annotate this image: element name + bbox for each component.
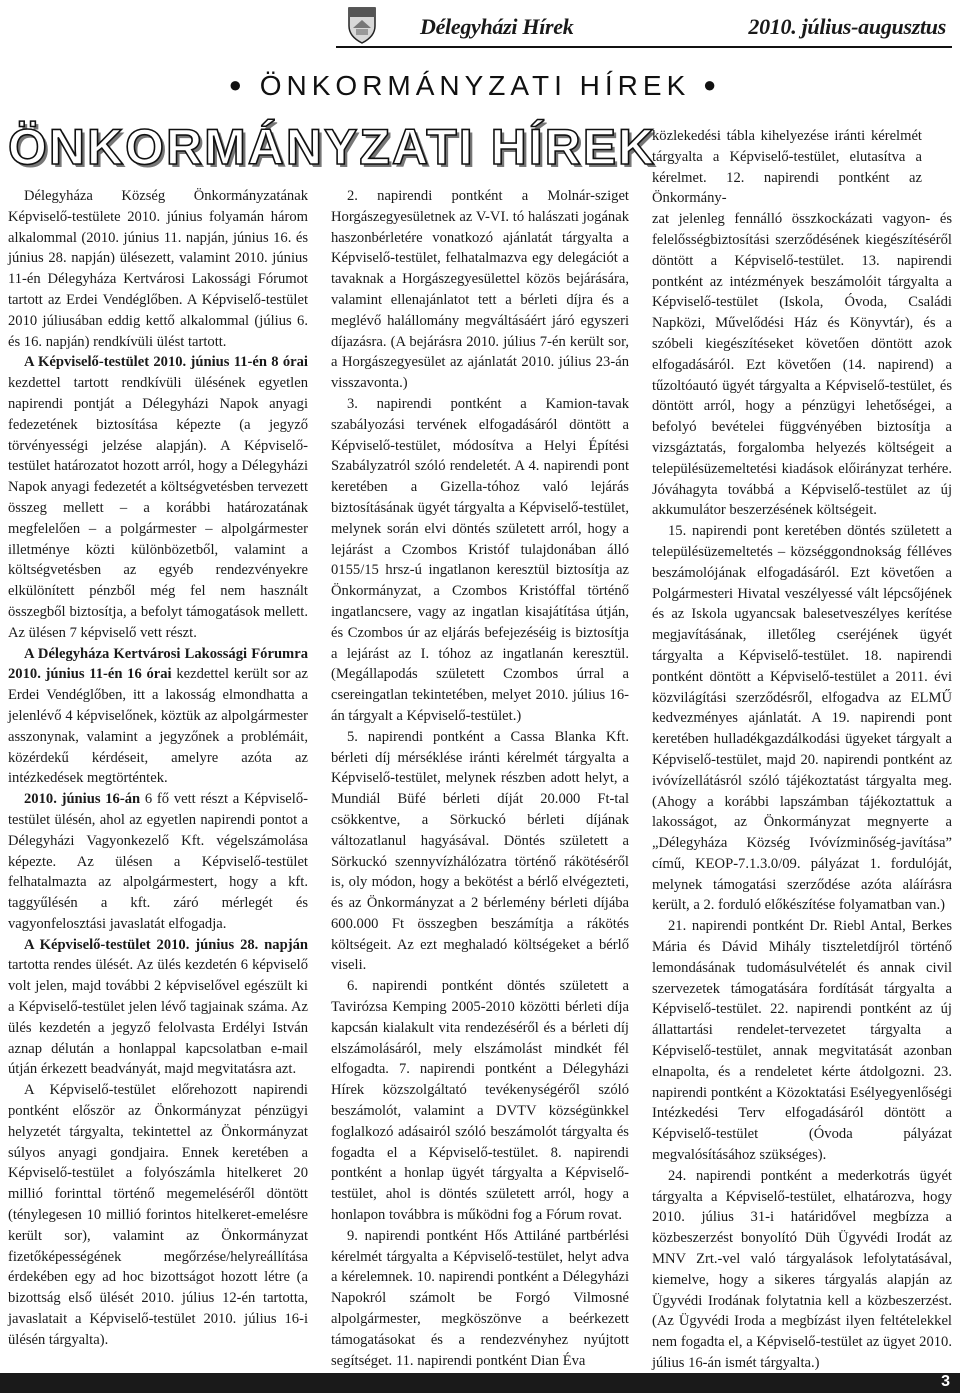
paragraph-lead: A Képviselő-testület 2010. június 28. napján: [24, 936, 308, 953]
paragraph: 24. napirendi pontként a mederkotrás ügyét tárgyalta a Képviselő-testület, elhatározva, hogy 2010. július 31-i határidővel megbízza a közbeszerzést bonyolító Düh Ügyvédi Irodát az MNV Zrt.-vel való tárgyalások lefolytatásával, kiemelve, hogy a sikeres tárgyalás alapján az Ügyvédi Irodának folytatnia kell a közbeszerzést. (Az Ügyvédi Iroda a megbízást ilyen feltételekkel nem fogadta el, a Képviselő-testület az ügyet 2010. július 16-án ismét tárgyalta.): [652, 1167, 952, 1372]
paragraph: 21. napirendi pontként Dr. Riebl Antal, Berkes Mária és Dávid Mihály tiszteletdíjról történő lemondásának tudomásulvételét és annak civil szervezetek támogatására fordítását tárgyalta a Képviselő-testület. 22. napirendi pontként az új állattartási rendelet-tervezetet tárgyalta a Képviselő-testület, annak megvitatását azonban elnapolta, és a rendeletet kérte átdolgozni. 23. napirendi pontként a Közoktatási Esélyegyenlőségi Intézkedési Terv elfogadásáról döntött a Képviselő-testület (Óvoda pályázat megvalósításához szükséges).: [652, 918, 952, 1164]
bullet-icon: ●: [228, 72, 247, 97]
paragraph-body: kezdettel került sor az Erdei Vendéglőben, itt a lakosság elmondhatta a jelenlévő 4 képviselőnek, köztük az alpolgármester asszonynak, valamint a jegyzőnek a problémáit, közérdekű kérdéseit, amelyre azóta az intézkedések megtörténtek.: [8, 666, 308, 787]
paragraph-body: kezdettel tartott rendkívüli ülésének egyetlen napirendi pontját a Délegyházi Napok anyagi fedezetének biztosítása képezte (a jegyző törvényességi jelzése alapján). A Képviselő-testület határozatot hozott arról, hogy a Délegyházi Napok anyagi fedezetét a költségvetésben tervezett összeg mellett – a korábbi határozatának megfelelően – a polgármester – alpolgármester illetménye közti különbözetből, valamint a költségvetésben az egyéb rendezvényekre elkülönített pénzből még fel nem használt összegből biztosítja, a befolyt támogatások mellett. Az ülésen 7 képviselő vett részt.: [8, 375, 308, 641]
paragraph-body: 6 fő vett részt a Képviselő-testület ülésén, ahol az egyetlen napirendi pontot a Délegyházi Vagyonkezelő Kft. végelszámolása képezte. Az ülésen a Képviselő-testület felhatalmazta az alpolgármestert, hogy a kft. taggyűlésén a kft. záró mérlegét és vagyonfelosztási javaslatát elfogadja.: [8, 791, 308, 932]
section-banner: [215, 70, 735, 102]
paragraph-lead: 2010. június 16-án: [24, 791, 141, 808]
paragraph-lead: A Délegyháza Kertvárosi Lakossági Fórumra 2010. június 11-én 16 órai: [8, 645, 308, 683]
paragraph-body: tartotta rendes ülését. Az ülés kezdetén 6 képviselő volt jelen, majd további 2 képviselővel egészült ki a Képviselő-testület jelen lévő tagjainak száma. Az ülés kezdetén a jegyző felolvasta Erdélyi István aznap délután a honlappal kapcsolatban e-mail útján érkezett beadványát, majd megvitatásra azt.: [8, 957, 308, 1078]
paragraph: [8, 644, 308, 790]
column-3: [652, 126, 952, 1374]
paragraph-lead: A Képviselő-testület 2010. június 11-én 8 órai: [24, 354, 308, 371]
bullet-icon: ●: [703, 72, 722, 97]
paragraph: [8, 935, 308, 1081]
footer-bar: [0, 1373, 960, 1393]
paragraph: [8, 352, 308, 643]
page-number: 3: [941, 1373, 950, 1390]
column-2: [331, 186, 629, 1371]
paragraph: 5. napirendi pontként a Cassa Blanka Kft. bérleti díj mérséklése iránti kérelmét tárgyalta a Képviselő-testület, melynek részben adott helyt, a Mundiál Büfé bérleti díját 20.000 Ft-tal csökkentve, a Sörkuckó bérleti díjának változatlanul hagyásával. Döntés született a Sörkuckó szennyvízhálózatra történő rákötéséről is, oly módon, hogy a bekötést a bérlő elvégezteti, és az Önkormányzat a 2 bérlemény bérleti díjába 600.000 Ft összegben beszámítja a rákötés költségeit. Az ezt meghaladó költségeket a bérlő viseli.: [331, 728, 629, 974]
paragraph: 15. napirendi pont keretében döntés született a településüzemeltetés – községgondnokság félléves beszámolójának elfogadásáról. Ezt követően a Polgármesteri Hivatal veszélyessé vált lépcsőjének és az Iskola ugyancsak balesetveszélyes kerítése megjavításának, illetőleg cseréjének ügyét tárgyalta a Képviselő-testület. 18. napirendi pontként döntött a Képviselő-testület a 2011. évi közvilágítási szerződésről, elfogadva az ELMŰ kedvezményes ajánlatát. A 19. napirendi pont keretében hulladékgazdálkodási ügyeket tárgyalt a Képviselő-testület, majd 20. napirendi pontként az ivóvízellátásról szóló tájékoztatást tárgyalta meg. (Ahogy a korábbi lapszámban tájékoztattuk a lakosságot, az Önkormányzat megnyerte a „Délegyháza Község Ivóvízminőség-javítása” című, KEOP-7.1.3.0/09. pályázat 1. fordulóját, melynek támogatási szerződése azóta aláírásra került, a 2. forduló előkészítése folyamatban van.): [652, 523, 952, 914]
publication-name: Délegyházi Hírek: [420, 14, 574, 39]
coat-of-arms-icon: [347, 4, 377, 44]
paragraph: közlekedési tábla kihelyezése iránti kérelmét tárgyalta a Képviselő-testület, elutasítva a kérelmet. 12. napirendi pontként az Önkormány-: [652, 128, 922, 207]
paragraph: [8, 789, 308, 935]
paragraph: 2. napirendi pontként a Molnár-sziget Horgászegyesületnek az V-VI. tó halászati jogának haszonbérletére vonatkozó ajánlatát tárgyalta a Képviselő-testület, felhatalmazva egy delegációt a tavaknak a Horgászegyesülettel közös bejárására, valamint ellenajánlatot tett a bérleti díjra és a meglévő halállomány megváltásáért járó egyszeri díjazásra. (A bejárásra 2010. július 7-én került sor, a Horgászegyesület az ajánlatát 2010. július 23-án visszavonta.): [331, 188, 629, 392]
paragraph: 9. napirendi pontként Hős Attiláné partbérlési kérelmét tárgyalta a Képviselő-testület, helyt adva a kérelemnek. 10. napirendi pontként a Délegyházi Napokról számolt be Forgó Vilmosné alpolgármester, megköszönve a beérkezett támogatásokat és a rendezvényhez nyújtott segítséget. 11. napirendi pontként Dian Éva: [331, 1227, 629, 1369]
paragraph: zat jelenleg fennálló összkockázati vagyon- és felelősségbiztosítási szerződésének kiegészítéséről döntött a Képviselő-testület. 13. napirendi pontként az intézmények beszámolóit tárgyalta a Képviselő-testület (Iskola, Óvoda, Családi Napközi, Művelődési Ház és Könyvtár), és a szóbeli kiegészítéseket követően döntött azok elfogadásáról. Ezt követően (14. napirend) a tűzoltóautó ügyét tárgyalta a Képviselő-testület, és döntött arról, hogy a pénzügyi lehetőségei, a befolyó bevételei függvényében biztosítja a vizsgáztatás, forgalomba helyezés költségeit a településüzemeltetési kiadások előirányzat terhére. Jóváhagyta továbbá a Képviselő-testület az új akkumulátor beszerzésének költségeit.: [652, 211, 952, 519]
column-1: [8, 186, 308, 1351]
paragraph: 3. napirendi pontként a Kamion-tavak szabályozási tervének elfogadásáról döntött a Képviselő-testület, módosítva a Helyi Építési Szabályzatról szóló rendeletét. A 4. napirendi pont keretében a Gizella-tóhoz való lejárás biztosításának ügyét tárgyalta a Képviselő-testület, melynek során elvi döntés született arról, hogy a lejárást a Czombos Kristóf tulajdonában álló 0155/15 hrsz-ú ingatlanon keresztül biztosítja az Önkormányzat, a Czombos Kristóffal történő ingatlancsere, vagy az ingatlan kisajátítása útján, és Czombos úr az eljárás befejezéséig is biztosítja a lejárást az I. tóhoz az ingatlanán keresztül. (Megállapodás született Czombos úrral a csereingatlan tekintetében, melyet 2010. július 16-án tárgyalt a Képviselő-testület.): [331, 395, 629, 724]
header-divider: [336, 46, 952, 48]
article-title: ÖNKORMÁNYZATI HÍREK: [8, 119, 657, 175]
paragraph: A Képviselő-testület előrehozott napirendi pontként először az Önkormányzat pénzügyi helyzetét tárgyalta, tekintettel az Önkormányzat súlyos anyagi gondjaira. Ennek keretében a Képviselő-testület a folyószámla hitelkeret 20 millió forinttal történő megemeléséről döntött (ténylegesen 10 millió forintos hitelkeret-emelésre került sor), valamint az Önkormányzat fizetőképességének megőrzése/helyreállítása érdekében egy ad hoc bizottságot hozott létre (a bizottság első ülését 2010. július 12-én tartotta, javaslatait a Képviselő-testület 2010. július 16-i ülésén tárgyalta).: [8, 1082, 308, 1348]
paragraph: Délegyháza Község Önkormányzatának Képviselő-testülete 2010. június folyamán három alkalommal (2010. június 11. napján, június 16. és június 28. napján) ülésezett, valamint 2010. június 11-én Délegyháza Kertvárosi Lakossági Fórumot tartott az Erdei Vendéglőben. A Képviselő-testület 2010 júliusában eddig kettő alkalommal (július 6. és 16. napján) rendkívüli ülést tartott.: [8, 188, 308, 350]
section-banner-text: ÖNKORMÁNYZATI HÍREK: [259, 70, 691, 101]
paragraph: 6. napirendi pontként döntés született a Tavirózsa Kemping 2005-2010 közötti bérleti díja kapcsán kialakult vita rendezéséről és a bérleti díj elszámolásáról, mely elszámolást mindkét fél elfogadta. 7. napirendi pontként a Délegyházi Hírek közszolgáltató tevékenységéről szóló beszámolót, valamint a DVTV községünkkel foglalkozó adásairól szóló beszámolót tárgyalta és fogadta el a Képviselő-testület. 8. napirendi pontként a honlap ügyét tárgyalta a Képviselő-testület, ahol is döntés született arról, hogy a honlapon továbbra is működni fog a Fórum rovat.: [331, 978, 629, 1224]
issue-date: 2010. július-augusztus: [748, 14, 946, 39]
